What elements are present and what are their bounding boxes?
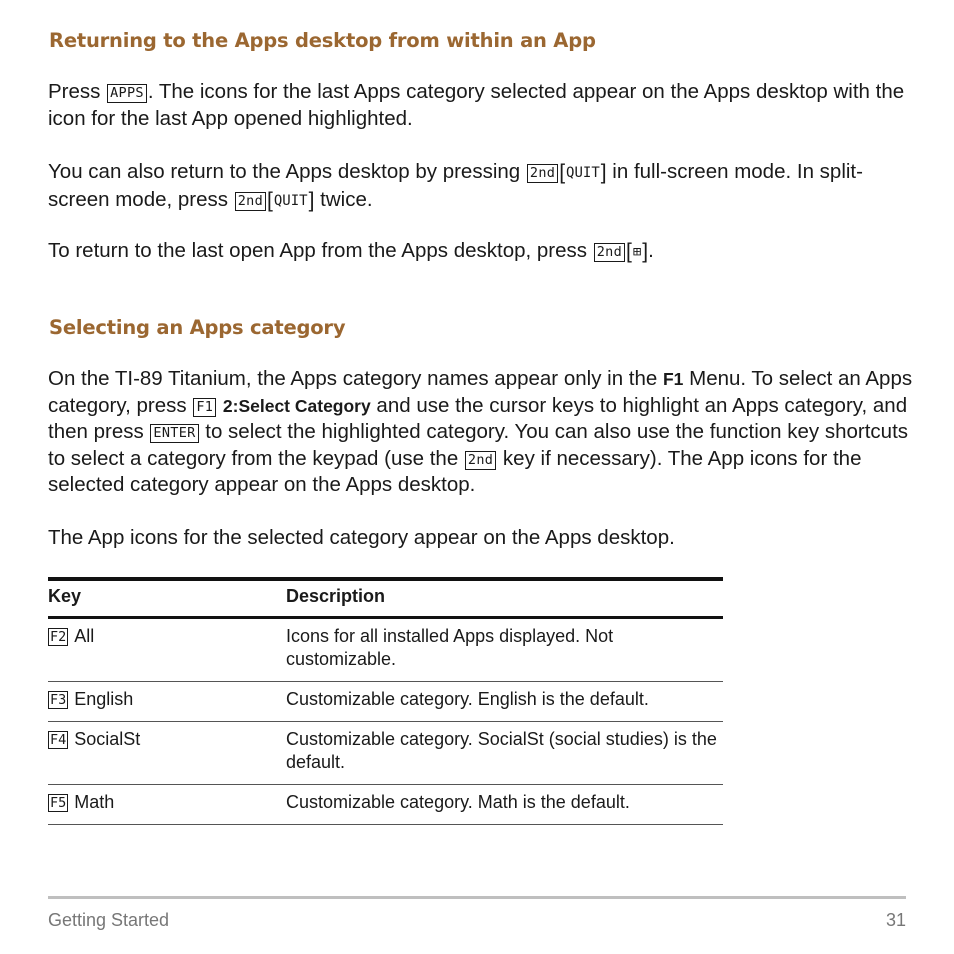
paragraph-press-apps bbox=[48, 79, 918, 132]
description-cell bbox=[286, 682, 723, 722]
description-text: Customizable category. SocialSt (social studies) is the default. bbox=[286, 729, 717, 772]
text: . The icons for the last Apps category selected appear on the Apps desktop with the icon for the last App opened highlighted. bbox=[48, 80, 905, 130]
footer-divider bbox=[48, 896, 906, 899]
f1-label: F1 bbox=[662, 369, 684, 389]
f5-key: F5 bbox=[50, 795, 67, 811]
2nd-key: 2nd bbox=[527, 164, 558, 183]
f1-key: F1 bbox=[193, 398, 216, 417]
apps-key: APPS bbox=[107, 84, 147, 103]
paragraph-icons-appear: The App icons for the selected category appear on the Apps desktop. bbox=[48, 526, 675, 549]
f4-key: F4 bbox=[50, 732, 67, 748]
text: key if necessary). The App icons for the selected category appear on the Apps desktop. bbox=[48, 446, 862, 496]
paragraph-select-category bbox=[48, 366, 918, 499]
text: Menu. To select an Apps category, press bbox=[48, 367, 913, 417]
key-cell bbox=[48, 722, 286, 785]
table-row bbox=[48, 682, 723, 722]
description-text: Icons for all installed Apps displayed. Not customizable. bbox=[286, 626, 614, 669]
footer-section-title: Getting Started bbox=[48, 910, 170, 930]
category-key-table bbox=[48, 577, 723, 825]
description-cell bbox=[286, 722, 723, 785]
text: . bbox=[648, 239, 654, 262]
text: to select the highlighted category. You can also use the function key shortcuts to select a category from the keypad (use the bbox=[48, 420, 909, 470]
page-number: 31 bbox=[885, 910, 906, 930]
description-cell bbox=[286, 618, 723, 682]
section-heading-returning: Returning to the Apps desktop from within an App bbox=[49, 29, 596, 52]
paragraph-quit bbox=[48, 159, 918, 214]
key-cell bbox=[48, 618, 286, 682]
select-category-label: 2:Select Category bbox=[222, 395, 371, 416]
key-cell bbox=[48, 785, 286, 825]
description-cell bbox=[286, 785, 723, 825]
section-heading-selecting: Selecting an Apps category bbox=[49, 316, 346, 339]
f2-key: F2 bbox=[50, 629, 67, 645]
text: You can also return to the Apps desktop by pressing bbox=[48, 160, 526, 183]
table-row bbox=[48, 785, 723, 825]
header-key: Key bbox=[48, 579, 286, 618]
2nd-key: 2nd bbox=[235, 192, 266, 211]
key-label: Math bbox=[74, 792, 115, 812]
description-text: Customizable category. Math is the default. bbox=[286, 792, 630, 812]
table-header-row bbox=[48, 579, 723, 618]
enter-key: ENTER bbox=[150, 424, 198, 443]
description-text: Customizable category. English is the default. bbox=[286, 689, 649, 709]
text: Press bbox=[48, 80, 107, 103]
header-description: Description bbox=[286, 579, 723, 618]
paragraph-last-app bbox=[48, 238, 918, 266]
table-row bbox=[48, 618, 723, 682]
text: in full-screen mode. In split-screen mode, press bbox=[48, 160, 863, 211]
key-label: English bbox=[74, 689, 134, 709]
quit-key: [ QUIT ] bbox=[559, 165, 606, 181]
2nd-key: 2nd bbox=[594, 243, 625, 262]
2nd-key: 2nd bbox=[465, 451, 496, 470]
text: and use the cursor keys to highlight an Apps category, and then press bbox=[48, 393, 908, 443]
key-label: SocialSt bbox=[74, 729, 141, 749]
key-cell bbox=[48, 682, 286, 722]
table-row bbox=[48, 722, 723, 785]
apps-desktop-icon: [ ⊞ ] bbox=[626, 244, 648, 260]
f3-key: F3 bbox=[50, 692, 67, 708]
text: On the TI-89 Titanium, the Apps category names appear only in the bbox=[48, 367, 663, 390]
key-label: All bbox=[74, 626, 95, 646]
quit-key: [ QUIT ] bbox=[267, 193, 314, 209]
text: To return to the last open App from the Apps desktop, press bbox=[48, 239, 593, 262]
text: twice. bbox=[314, 187, 373, 211]
